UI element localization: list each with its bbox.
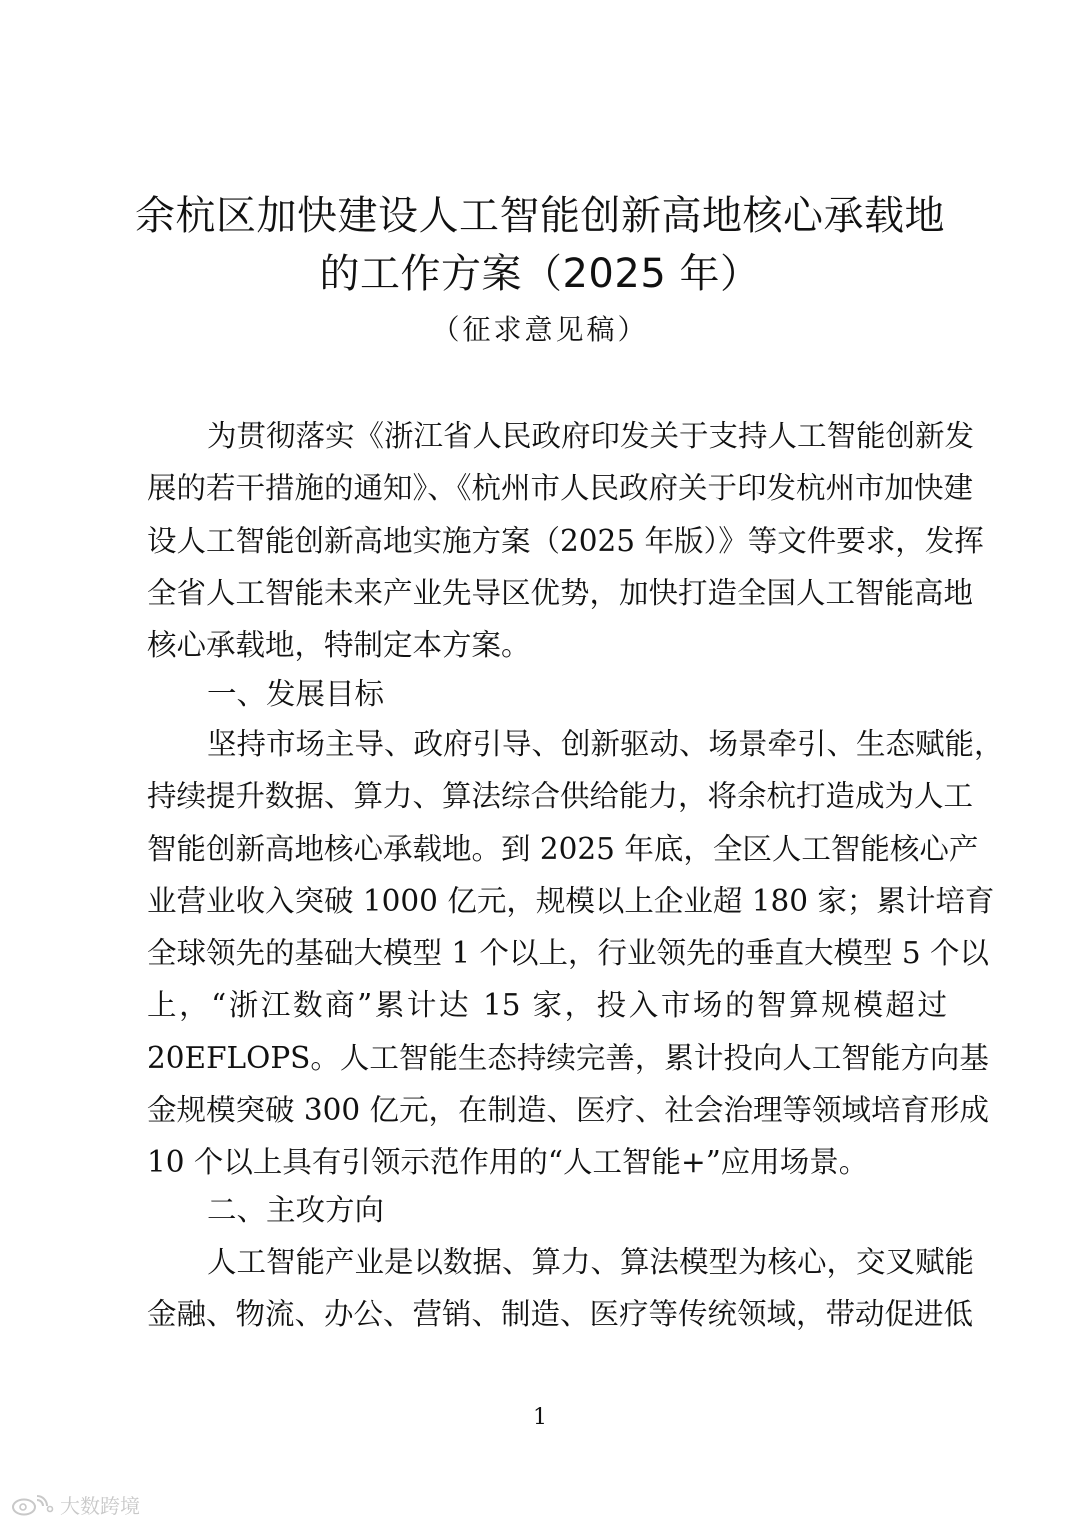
watermark: [10, 1490, 140, 1519]
section-1-line: 业营业收入突破 1000 亿元，规模以上企业超 180 家；累计培育: [147, 883, 995, 918]
section-1-line: 20EFLOPS。人工智能生态持续完善，累计投向人工智能方向基: [147, 1040, 989, 1075]
section-1-line: 智能创新高地核心承载地。到 2025 年底，全区人工智能核心产: [147, 831, 979, 866]
weibo-logo-icon: [10, 1494, 54, 1516]
section-1-line: 金规模突破 300 亿元，在制造、医疗、社会治理等领域培育形成: [147, 1093, 990, 1128]
document-subtitle: （征求意见稿）: [431, 313, 649, 346]
intro-line: 设人工智能创新高地实施方案（2025 年版）》等文件要求，发挥: [147, 523, 984, 558]
intro-line: 核心承载地，特制定本方案。: [147, 628, 531, 663]
section-1-heading: 一、发展目标: [207, 677, 385, 711]
section-2-heading: 二、主攻方向: [207, 1193, 385, 1227]
section-1-line: 持续提升数据、算力、算法综合供给能力，将余杭打造成为人工: [147, 779, 974, 814]
section-1-line: 10 个以上具有引领示范作用的“人工智能+”应用场景。: [147, 1145, 869, 1180]
page-number: 1: [533, 1405, 547, 1430]
document-title-line-2: 的工作方案（2025 年）: [319, 251, 761, 297]
intro-line: 为贯彻落实《浙江省人民政府印发关于支持人工智能创新发: [207, 419, 975, 453]
section-2-paragraph: [147, 1236, 975, 1341]
section-1-line: 坚持市场主导、政府引导、创新驱动、场景牵引、生态赋能，: [207, 727, 1004, 761]
intro-paragraph: [147, 410, 984, 671]
intro-line: 展的若干措施的通知》、《杭州市人民政府关于印发杭州市加快建: [147, 471, 974, 506]
intro-line: 全省人工智能未来产业先导区优势，加快打造全国人工智能高地: [147, 575, 974, 610]
section-1-line: 全球领先的基础大模型 1 个以上，行业领先的垂直大模型 5 个以: [147, 936, 990, 971]
section-2-line: 金融、物流、办公、营销、制造、医疗等传统领域，带动促进低: [147, 1297, 974, 1332]
section-2-line: 人工智能产业是以数据、算力、算法模型为核心，交叉赋能: [207, 1245, 975, 1279]
section-1-paragraph: [147, 718, 1004, 1189]
document-title-line-1: 余杭区加快建设人工智能创新高地核心承载地: [135, 193, 945, 239]
section-1-line: 上，“浙江数商”累计达 15 家，投入市场的智算规模超过: [147, 988, 947, 1023]
watermark-text: 大数跨境: [60, 1494, 140, 1518]
